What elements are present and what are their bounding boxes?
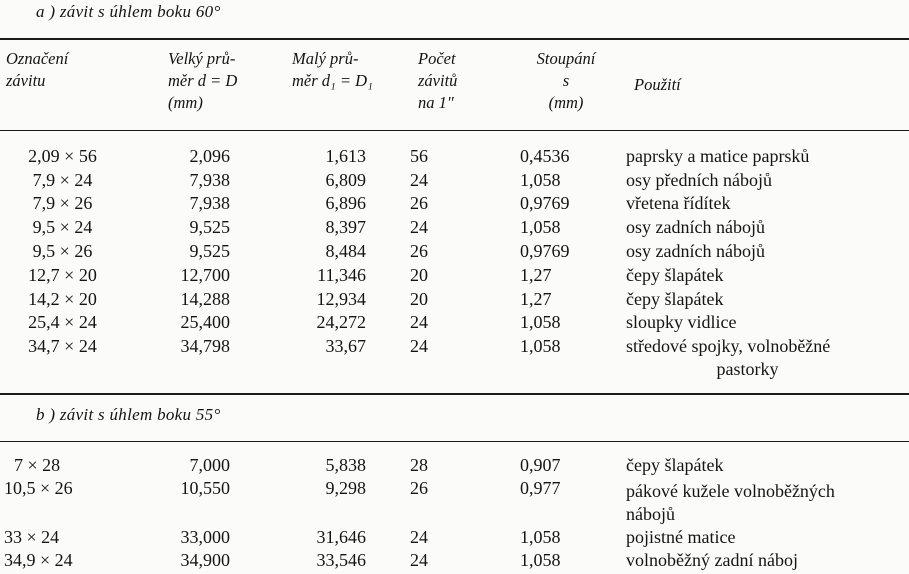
thread-count: 56 [410,146,428,166]
header-usage-line1: Použití [634,75,681,94]
usage: sloupky vidlice [626,312,737,332]
thread-designation: 34,9 × 24 [4,550,73,570]
usage: volnoběžný zadní náboj [626,550,798,570]
minor-diameter: 8,484 [325,241,366,261]
header-count-line2: závitů [418,71,458,90]
minor-diameter: 8,397 [325,217,366,237]
major-diameter: 25,400 [180,312,230,332]
major-diameter: 9,525 [189,241,230,261]
usage-line2: nábojů [626,504,675,524]
pitch: 1,058 [520,312,561,332]
section-b-title-rule [0,441,909,442]
usage: osy předních nábojů [626,170,772,190]
thread-designation: 2,09 × 56 [28,146,97,166]
usage: pojistné matice [626,527,736,547]
major-diameter: 12,700 [180,265,230,285]
minor-diameter: 6,896 [325,193,366,213]
major-diameter: 9,525 [189,217,230,237]
thread-designation: 9,5 × 26 [32,241,93,261]
header-minor-line1: Malý prů- [292,49,359,68]
usage-line2: pastorky [716,359,779,379]
major-diameter: 7,938 [189,170,230,190]
header-designation-line2: závitu [6,71,46,90]
header-pitch-line2: s [562,71,570,90]
thread-designation: 10,5 × 26 [4,478,73,498]
major-diameter: 34,798 [180,336,230,356]
header-minor-line2: měr d₁ = D₁ [292,71,373,90]
usage: čepy šlapátek [626,455,724,475]
usage: osy zadních nábojů [626,217,765,237]
minor-diameter: 12,934 [316,289,366,309]
usage: čepy šlapátek [626,265,724,285]
usage: osy zadních nábojů [626,241,765,261]
major-diameter: 14,288 [180,289,230,309]
usage-line1: středové spojky, volnoběžné [626,336,831,356]
header-count-line3: na 1″ [418,93,454,112]
usage: paprsky a matice paprsků [626,146,810,166]
thread-count: 26 [410,193,428,213]
minor-diameter: 24,272 [316,312,366,332]
thread-count: 20 [410,289,428,309]
major-diameter: 33,000 [180,527,230,547]
major-diameter: 34,900 [180,550,230,570]
thread-designation: 7,9 × 26 [32,193,93,213]
major-diameter: 2,096 [189,146,230,166]
header-pitch [526,48,606,114]
major-diameter: 7,938 [189,193,230,213]
header-pitch-line1: Stoupání [536,49,596,68]
minor-diameter: 6,809 [325,170,366,190]
usage [626,335,909,381]
thread-designation: 25,4 × 24 [28,312,97,332]
header-designation [6,48,68,92]
pitch: 1,058 [520,527,561,547]
pitch: 1,058 [520,550,561,570]
thread-count: 28 [410,455,428,475]
minor-diameter: 9,298 [325,478,366,498]
header-major-diameter [168,48,237,114]
thread-count: 24 [410,527,428,547]
header-usage [634,74,681,96]
header-bottom-rule [0,130,909,131]
header-designation-line1: Označení [6,49,69,68]
header-pitch-line3: (mm) [548,93,584,112]
thread-designation: 9,5 × 24 [32,217,93,237]
thread-count: 24 [410,312,428,332]
thread-count: 26 [410,241,428,261]
minor-diameter: 33,67 [325,336,366,356]
usage [626,480,909,526]
usage: čepy šlapátek [626,289,724,309]
thread-count: 24 [410,170,428,190]
pitch: 1,058 [520,170,561,190]
thread-designation: 7 × 28 [14,455,61,475]
minor-diameter: 11,346 [317,265,366,285]
pitch: 0,907 [520,455,561,475]
thread-count: 26 [410,478,428,498]
thread-count: 24 [410,336,428,356]
minor-diameter: 5,838 [325,455,366,475]
pitch: 0,4536 [520,146,570,166]
minor-diameter: 31,646 [316,527,366,547]
section-b-title: b ) závit s úhlem boku 55° [36,405,221,424]
thread-designation: 12,7 × 20 [28,265,97,285]
minor-diameter: 1,613 [325,146,366,166]
header-major-line3: (mm) [168,93,203,112]
thread-designation: 34,7 × 24 [28,336,97,356]
usage: vřetena řídítek [626,193,731,213]
major-diameter: 10,550 [180,478,230,498]
thread-count: 24 [410,550,428,570]
thread-count: 24 [410,217,428,237]
thread-count: 20 [410,265,428,285]
pitch: 1,27 [520,289,552,309]
header-count-line1: Počet [418,49,456,68]
section-b-top-rule [0,393,909,395]
thread-designation: 14,2 × 20 [28,289,97,309]
thread-designation: 7,9 × 24 [32,170,93,190]
minor-diameter: 33,546 [316,550,366,570]
major-diameter: 7,000 [189,455,230,475]
pitch: 1,27 [520,265,552,285]
header-thread-count [418,48,457,114]
pitch: 1,058 [520,336,561,356]
header-minor-diameter [292,48,373,92]
pitch: 1,058 [520,217,561,237]
header-major-line2: měr d = D [168,71,238,90]
header-major-line1: Velký prů- [168,49,236,68]
pitch: 0,977 [520,478,561,498]
usage-line1: pákové kužele volnoběžných [626,481,835,501]
header-top-rule [0,38,909,40]
pitch: 0,9769 [520,193,570,213]
thread-designation: 33 × 24 [4,527,60,547]
pitch: 0,9769 [520,241,570,261]
section-a-title: a ) závit s úhlem boku 60° [36,2,221,21]
